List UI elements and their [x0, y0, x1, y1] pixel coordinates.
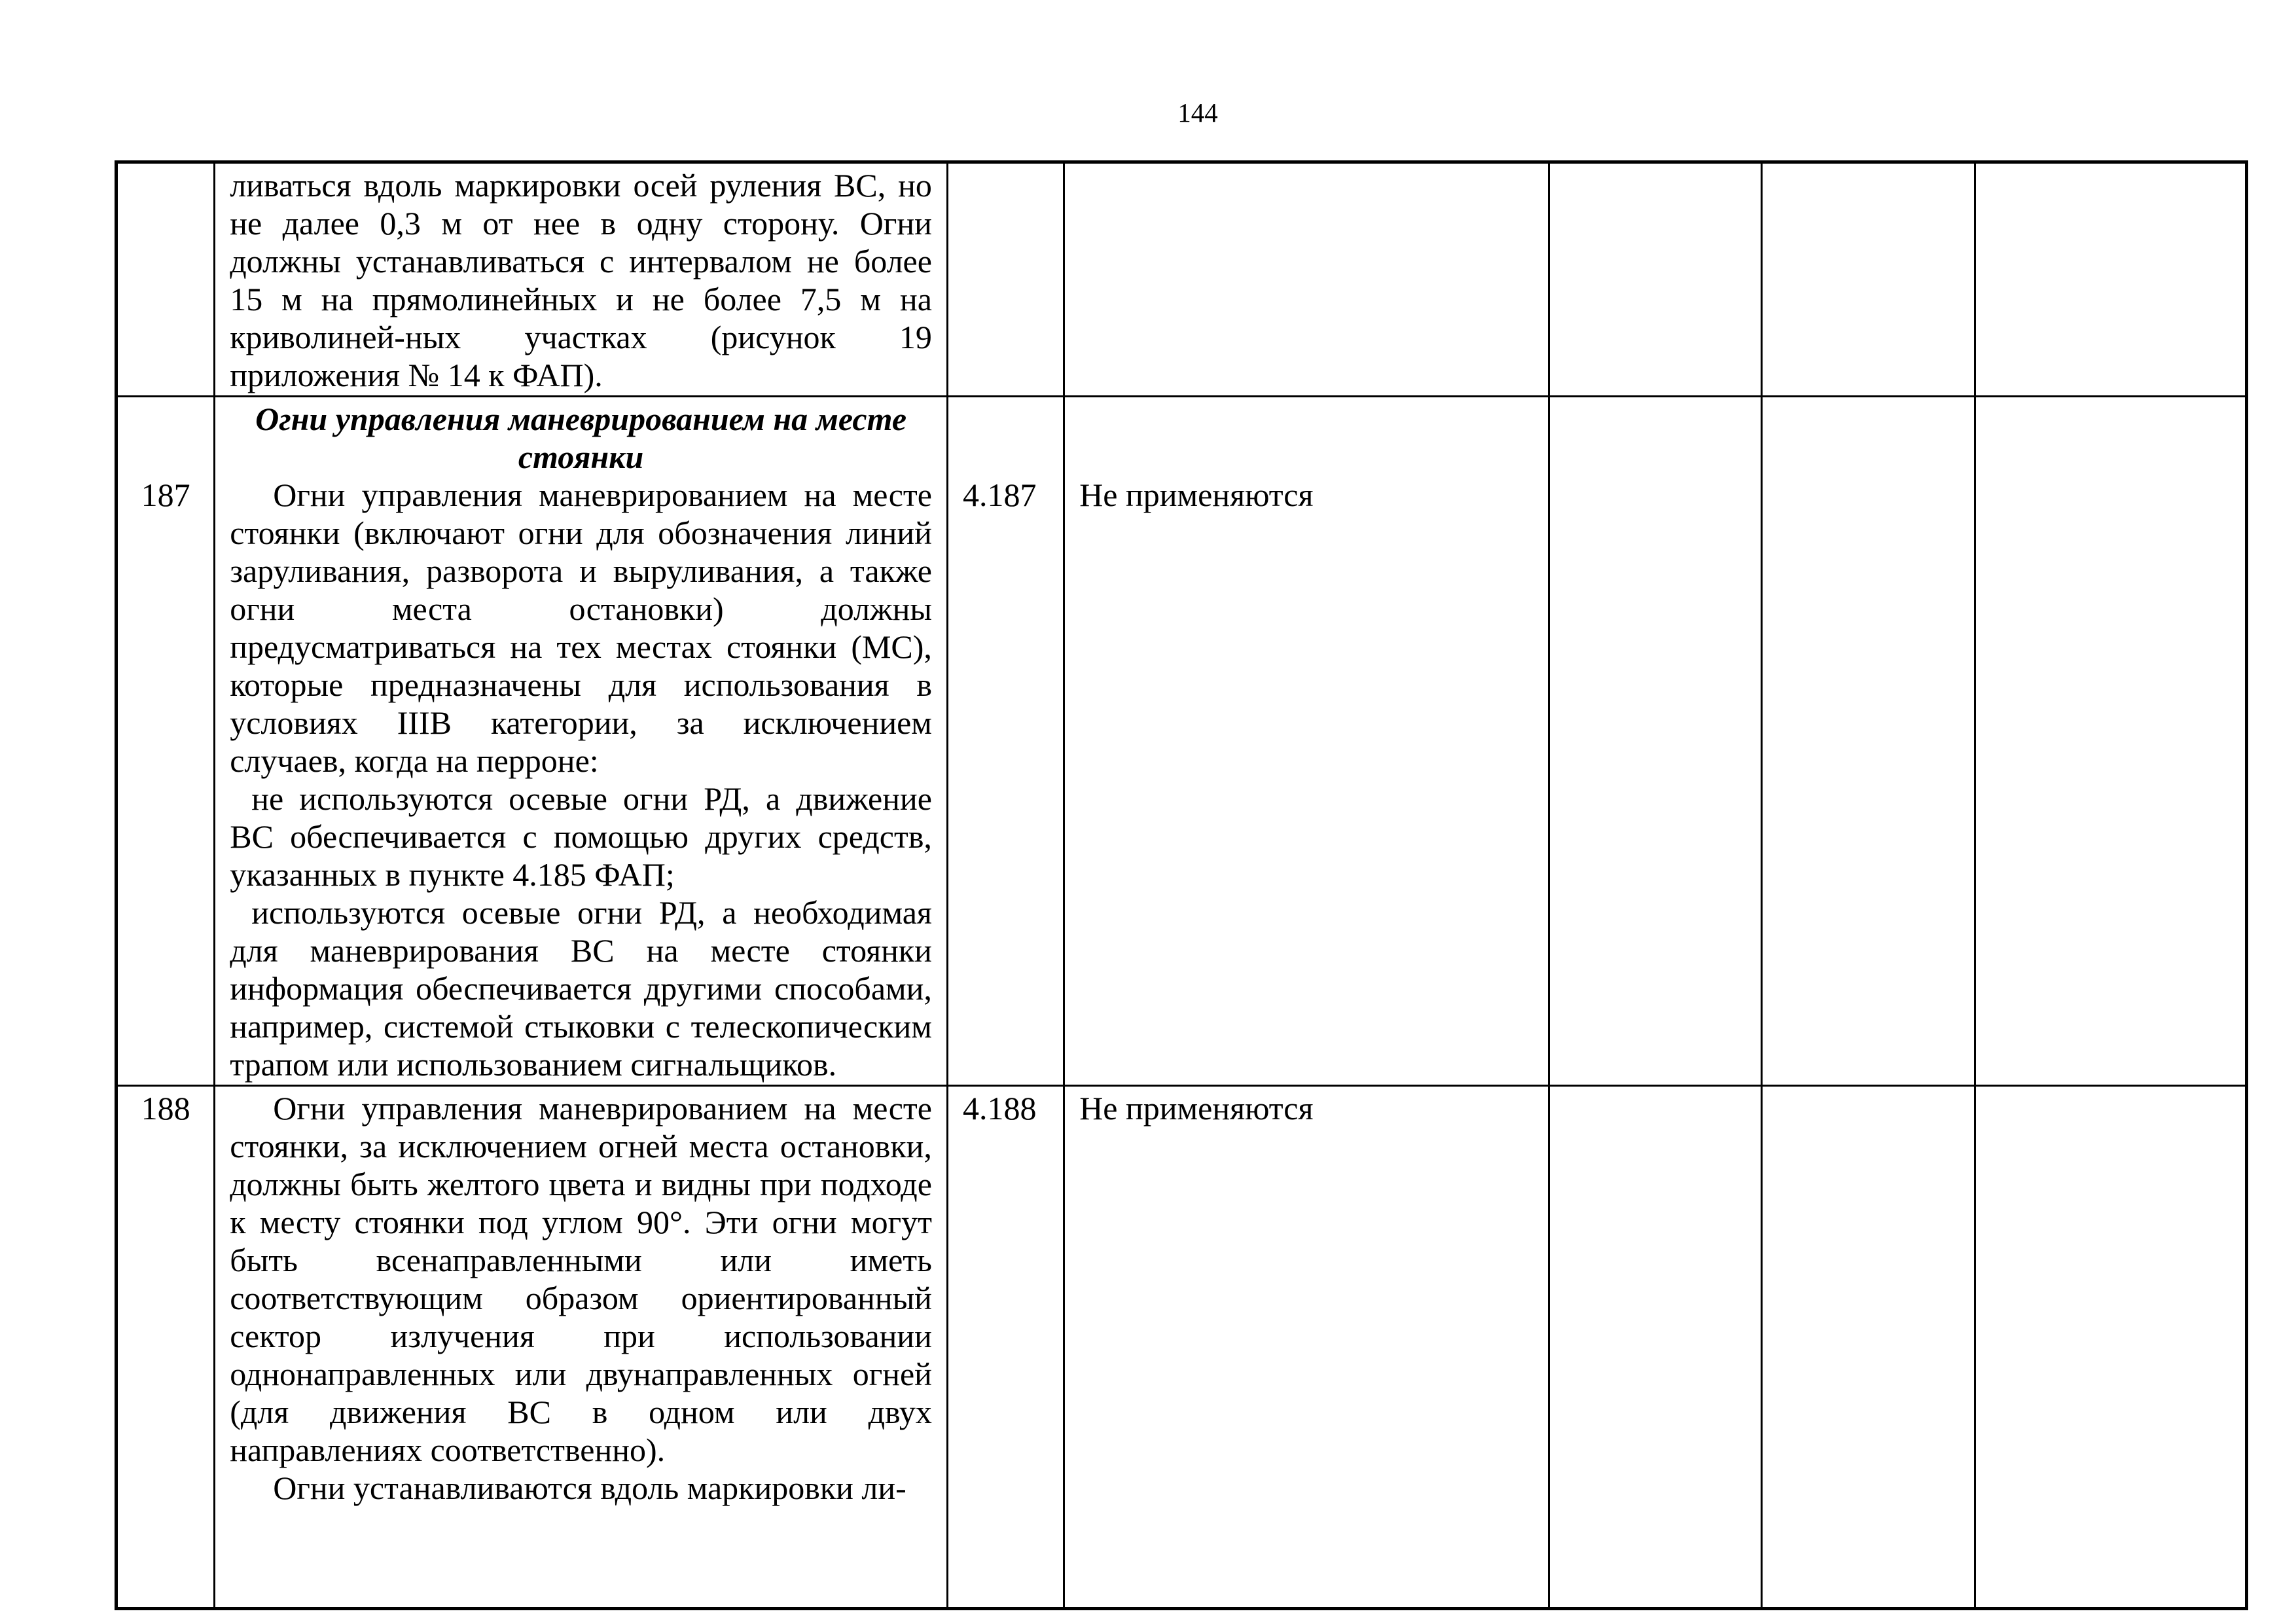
paragraph: Огни управления маневрированием на месте стоянки (включают огни для обозначения линий заруливания, разворота и выруливания, а также огни места остановки) должны предусматриваться на тех местах стоянки (МС), которые предназначены для использования в условиях IIIB категории, за исключением случаев, когда на перроне:: [230, 477, 932, 779]
table-row: [117, 162, 2247, 397]
row-number-cell: [117, 397, 215, 1086]
status-cell: [1064, 162, 1549, 397]
status-cell: [1064, 397, 1549, 1086]
requirement-text-cell: [215, 1086, 948, 1609]
empty-cell: [1761, 162, 1975, 397]
paragraph: Огни устанавливаются вдоль маркировки ли-: [273, 1470, 906, 1506]
paragraph: ливаться вдоль маркировки осей руления ВС, но не далее 0,3 м от нее в одну сторону. Огни должны устанавливаться с интервалом не более 15 м на прямолинейных и не более 7,5 м на криволиней-ных участках (рисунок 19 приложения № 14 к ФАП).: [230, 167, 932, 393]
page-number: 144: [1177, 98, 1218, 128]
table-row: [117, 397, 2247, 1086]
empty-cell: [1975, 1086, 2247, 1609]
status-text: Не применяются: [1079, 477, 1314, 513]
paragraph: Огни управления маневрированием на месте стоянки, за исключением огней места остановки, должны быть желтого цвета и видны при подходе к месту стоянки под углом 90°. Эти огни могут быть всенаправленными или иметь соответствующим образом ориентированный сектор излучения при использовании однонаправленных или двунаправленных огней (для движения ВС в одном или двух направлениях соответственно).: [230, 1090, 932, 1468]
empty-cell: [1549, 162, 1761, 397]
paragraph: используются осевые огни РД, а необходимая для маневрирования ВС на месте стоянки информация обеспечивается другими способами, например, системой стыковки с телескопическим трапом или использованием сигнальщиков.: [230, 894, 932, 1083]
empty-cell: [1549, 397, 1761, 1086]
clause-ref-cell: [947, 162, 1064, 397]
row-number: 187: [141, 477, 190, 513]
empty-cell: [1975, 162, 2247, 397]
clause-ref-cell: 4.188: [947, 1086, 1064, 1609]
empty-cell: [1761, 397, 1975, 1086]
clause-ref: 4.187: [962, 477, 1037, 513]
requirements-table: [115, 160, 2248, 1610]
empty-cell: [1975, 397, 2247, 1086]
status-cell: Не применяются: [1064, 1086, 1549, 1609]
row-number-cell: 188: [117, 1086, 215, 1609]
requirement-text-cell: [215, 397, 948, 1086]
clause-ref-cell: [947, 397, 1064, 1086]
paragraph: не используются осевые огни РД, а движение ВС обеспечивается с помощью других средств, указанных в пункте 4.185 ФАП;: [230, 780, 932, 893]
requirement-text-cell: [215, 162, 948, 397]
empty-cell: [1549, 1086, 1761, 1609]
table-row: [117, 1086, 2247, 1609]
row-number-cell: [117, 162, 215, 397]
empty-cell: [1761, 1086, 1975, 1609]
section-title: Огни управления маневрированием на месте стоянки: [255, 401, 907, 475]
